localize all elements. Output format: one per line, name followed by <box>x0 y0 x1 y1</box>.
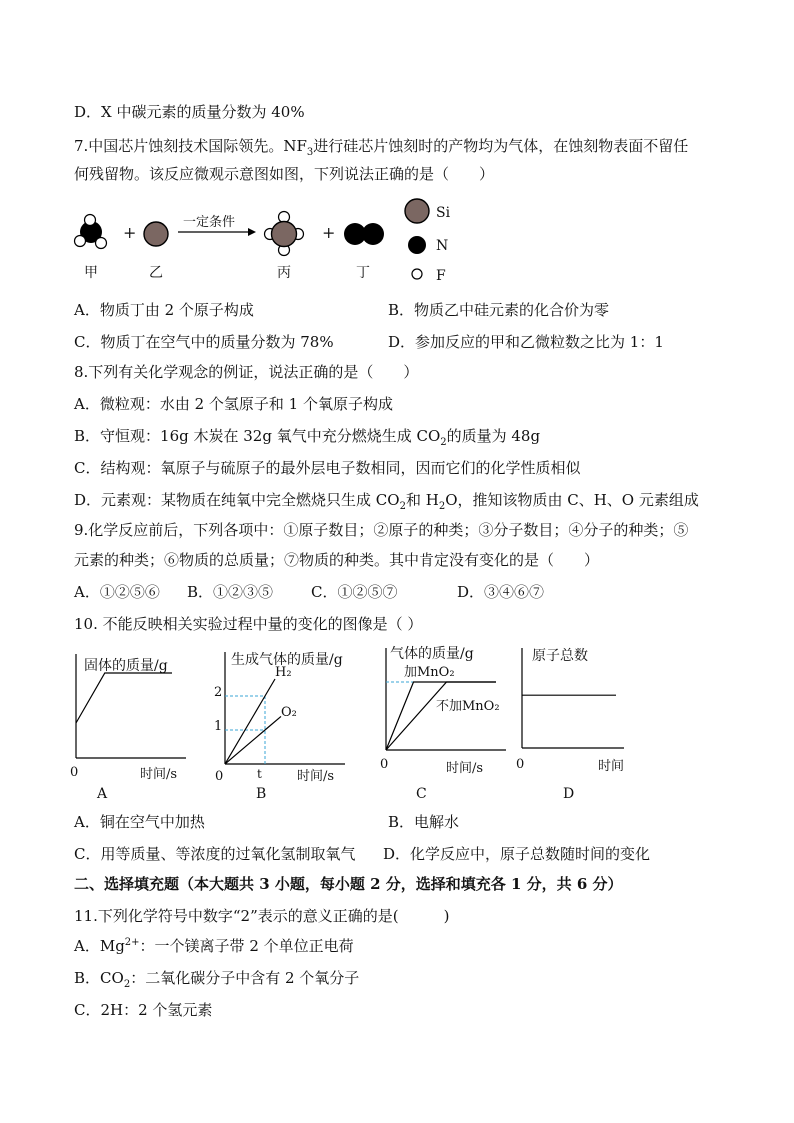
label-yi: 乙 <box>149 265 163 281</box>
chart-b-caption: B <box>256 786 267 802</box>
chart-a-series-line <box>76 673 172 723</box>
q7-reaction-diagram <box>70 196 470 286</box>
legend-si-label: Si <box>436 205 451 221</box>
legend-n-label: N <box>436 238 449 254</box>
q9-option-d[interactable]: D．③④⑥⑦ <box>457 583 545 601</box>
chart-b-origin: 0 <box>215 769 224 784</box>
chart-b-h2-label: H₂ <box>275 665 292 680</box>
q8-option-a[interactable]: A．微粒观：水由 2 个氢原子和 1 个氧原子构成 <box>74 395 393 413</box>
chart-b-x-label: 时间/s <box>297 769 335 784</box>
label-jia: 甲 <box>84 265 98 281</box>
q7-option-d[interactable]: D．参加反应的甲和乙微粒数之比为 1：1 <box>388 333 664 351</box>
chart-b-o2-label: O₂ <box>281 705 297 720</box>
chart-c-with-mno2-label: 加MnO₂ <box>404 665 455 680</box>
legend <box>405 199 451 284</box>
chart-b-series-h2 <box>225 679 275 764</box>
legend-si-icon <box>405 199 429 223</box>
section-2-title: 二、选择填充题（本大题共 3 小题，每小题 2 分，选择和填充各 1 分，共 6 分） <box>74 875 623 893</box>
q9-stem-line1: 9.化学反应前后，下列各项中：①原子数目；②原子的种类；③分子数目；④分子的种类；⑤ <box>74 521 689 539</box>
chart-b-series-o2 <box>225 716 281 764</box>
q10-option-b[interactable]: B．电解水 <box>388 813 460 831</box>
q11-option-b[interactable]: B．$CO_2$：二氧化碳分子中含有 2 个氧分子 <box>74 969 360 990</box>
q9-option-c[interactable]: C．①②⑤⑦ <box>311 583 398 601</box>
molecule-yi <box>144 222 168 246</box>
q9-stem-line2: 元素的种类；⑥物质的总质量；⑦物质的种类。其中肯定没有变化的是（ ） <box>74 551 600 569</box>
molecule-bing <box>265 212 304 256</box>
legend-f-label: F <box>436 268 446 284</box>
chart-c-y-label: 气体的质量/g <box>390 646 474 662</box>
q8-option-c[interactable]: C．结构观：氧原子与硫原子的最外层电子数相同，因而它们的化学性质相似 <box>74 459 581 477</box>
q11-stem: 11.下列化学符号中数字“2”表示的意义正确的是( ) <box>74 907 450 925</box>
q11-option-c[interactable]: C．2H：2 个氢元素 <box>74 1001 213 1019</box>
q8-option-b[interactable]: B．守恒观：16g 木炭在 32g 氧气中充分燃烧生成 $CO_2$的质量为 48g <box>74 427 541 448</box>
chart-d-y-label: 原子总数 <box>532 648 588 664</box>
label-ding: 丁 <box>356 265 370 281</box>
chart-c-caption: C <box>416 786 427 802</box>
chart-c <box>376 642 514 782</box>
chart-d-origin: 0 <box>516 757 525 772</box>
chart-c-series-without-mno2 <box>386 682 496 750</box>
chart-a-origin: 0 <box>70 765 79 780</box>
q8-stem: 8.下列有关化学观念的例证，说法正确的是（ ） <box>74 363 419 381</box>
chart-d <box>512 642 632 782</box>
q9-option-b[interactable]: B．①②③⑤ <box>187 583 274 601</box>
label-bing: 丙 <box>277 265 291 281</box>
q10-option-d[interactable]: D．化学反应中，原子总数随时间的变化 <box>383 845 651 863</box>
chart-c-series-with-mno2 <box>386 682 496 750</box>
q9-option-a[interactable]: A．①②⑤⑥ <box>74 583 160 601</box>
q7-stem-line2: 何残留物。该反应微观示意图如图，下列说法正确的是（ ） <box>74 165 495 183</box>
molecule-jia <box>75 215 107 249</box>
chart-b-y-label: 生成气体的质量/g <box>231 652 343 668</box>
q7-option-a[interactable]: A．物质丁由 2 个原子构成 <box>74 301 254 319</box>
plus-sign-2: + <box>322 223 336 242</box>
chart-a <box>62 646 192 796</box>
chart-d-x-label: 时间 <box>598 759 625 774</box>
q10-stem: 10. 不能反映相关实验过程中量的变化的图像是（ ） <box>74 615 423 633</box>
q7-stem: 7.中国芯片蚀刻技术国际领先。$NF_3$进行硅芯片蚀刻时的产物均为气体，在蚀刻物表面不留任 <box>74 137 689 158</box>
chart-c-x-label: 时间/s <box>446 761 484 776</box>
chart-c-origin: 0 <box>380 757 389 772</box>
chart-a-y-label: 固体的质量/g <box>84 658 168 674</box>
q10-option-a[interactable]: A．铜在空气中加热 <box>74 813 205 831</box>
chart-a-x-label: 时间/s <box>140 767 178 782</box>
q10-option-c[interactable]: C．用等质量、等浓度的过氧化氢制取氧气 <box>74 845 356 863</box>
chart-b <box>205 646 355 796</box>
legend-n-icon <box>408 236 426 254</box>
q6-option-d: D．X 中碳元素的质量分数为 40% <box>74 103 305 121</box>
chart-d-caption: D <box>563 786 575 802</box>
q8-option-d[interactable]: D．元素观：某物质在纯氧中完全燃烧只生成 $CO_2$和 $H_2O$，推知该物质由 C、H、O 元素组成 <box>74 491 699 512</box>
chart-a-caption: A <box>97 786 108 802</box>
chart-b-x-tick-t: t <box>257 767 262 781</box>
reaction-condition: 一定条件 <box>183 215 236 230</box>
chart-b-y-tick-1: 1 <box>214 719 223 734</box>
plus-sign-1: + <box>123 223 137 242</box>
q7-option-b[interactable]: B．物质乙中硅元素的化合价为零 <box>388 301 610 319</box>
chart-c-without-mno2-label: 不加MnO₂ <box>436 699 500 714</box>
chart-b-y-tick-2: 2 <box>214 685 223 700</box>
q11-option-a[interactable]: A．$Mg^{2+}$：一个镁离子带 2 个单位正电荷 <box>74 937 354 955</box>
molecule-ding <box>344 223 384 245</box>
legend-f-icon <box>412 269 422 279</box>
q7-option-c[interactable]: C．物质丁在空气中的质量分数为 78% <box>74 333 334 351</box>
